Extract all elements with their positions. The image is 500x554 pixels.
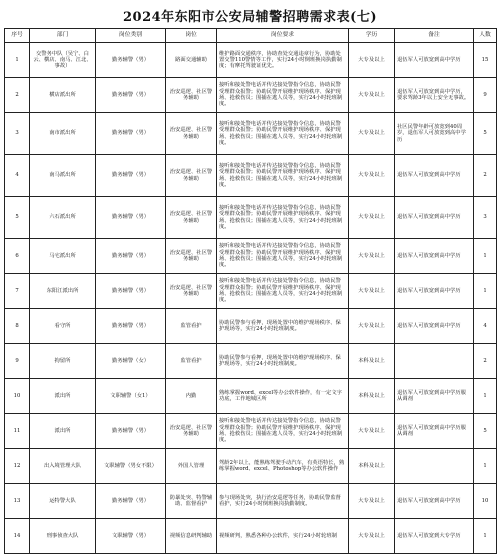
table-cell-req: 接听和接处警电话并传达接处警指令信息，协助民警受理群众报警；协助民警开展维护现场秩序、保护现场、抢救伤员；围捕在逃人员等，实行24小时轮班制度。 [217,274,349,309]
table-cell-dept: 六石派出所 [30,197,96,239]
table-row [5,449,497,484]
table-cell-count: 1 [474,379,497,414]
table-cell-note: 退伍军人可放宽到高中学历 [395,484,474,519]
table-cell-post: 防暴处突、特警辅助、监督看护 [166,484,217,519]
column-header: 学历 [349,29,395,43]
table-cell-dept: 马宅派出所 [30,239,96,274]
recruitment-table [4,28,497,554]
table-cell-note: 退伍军人可放宽到高中学历 [395,309,474,344]
table-header-row [5,29,497,43]
table-cell-edu: 大专及以上 [349,43,395,78]
table-cell-count: 4 [474,309,497,344]
table-cell-req: 协助民警参与看押，现场处置中的维护现场秩序、保护现场等，实行24小时轮班制度。 [217,344,349,379]
table-cell-dept: 南市派出所 [30,113,96,155]
table-cell-dept: 交警务中队（吴宁、白云、横店、南马、江北、事故） [30,43,96,78]
table-cell-post: 治安巡逻、社区警务辅助 [166,155,217,197]
table-cell-req: 协助民警参与看押，现场处置中的维护现场秩序、保护现场等，实行24小时轮班制度。 [217,309,349,344]
table-cell-no: 6 [5,239,30,274]
table-cell-post: 治安巡逻、社区警务辅助 [166,414,217,449]
table-cell-edu: 大专及以上 [349,78,395,113]
table-cell-req: 接听和接处警电话并传达接处警指令信息，协助民警受理群众报警；协助民警开展维护现场秩序、保护现场、抢救伤员；围捕在逃人员等，实行24小时轮班制度。 [217,155,349,197]
table-row [5,309,497,344]
table-cell-edu: 大专及以上 [349,484,395,519]
table-cell-category: 勤务辅警（男） [96,309,166,344]
table-cell-count: 1 [474,239,497,274]
column-header: 人数 [474,29,497,43]
table-body [5,43,497,554]
table-row [5,484,497,519]
table-cell-edu: 大专及以上 [349,414,395,449]
table-cell-count: 2 [474,344,497,379]
table-cell-note: 退伍军人可放宽到大专学历 [395,519,474,554]
table-row [5,414,497,449]
table-row [5,379,497,414]
table-cell-category: 勤务辅警（男） [96,155,166,197]
table-cell-no: 4 [5,155,30,197]
table-cell-no: 5 [5,197,30,239]
table-cell-edu: 大专及以上 [349,519,395,554]
table-cell-req: 接听和接处警电话并传达接处警指令信息，协助民警受理群众报警；协助民警开展维护现场秩序、保护现场、抢救伤员；围捕在逃人员等，实行24小时轮班制度。 [217,197,349,239]
table-cell-dept: 派出所 [30,414,96,449]
column-header: 岗位类别 [96,29,166,43]
table-cell-edu: 大专及以上 [349,309,395,344]
table-cell-post: 监管看护 [166,344,217,379]
table-cell-category: 勤务辅警（男） [96,113,166,155]
table-cell-note [395,344,474,379]
table-cell-dept: 刑事侦查大队 [30,519,96,554]
table-cell-count: 1 [474,449,497,484]
table-cell-dept: 横店派出所 [30,78,96,113]
column-header: 岗位要求 [217,29,349,43]
table-cell-no: 10 [5,379,30,414]
table-cell-count: 10 [474,484,497,519]
table-cell-no: 12 [5,449,30,484]
table-cell-post: 路面交通辅助 [166,43,217,78]
table-cell-note: 退伍军人可放宽到高中学历 [395,197,474,239]
table-cell-post: 视频信息研判辅助 [166,519,217,554]
table-cell-category: 勤务辅警（男） [96,239,166,274]
table-cell-note: 退伍军人可放宽到高中学历 [395,43,474,78]
table-cell-count: 15 [474,43,497,78]
table-cell-count: 1 [474,274,497,309]
table-cell-no: 1 [5,43,30,78]
table-cell-note: 退伍军人可放宽到高中学历服从调剂 [395,414,474,449]
table-row [5,239,497,274]
table-cell-note: 退伍军人可放宽到高中学历服从调剂 [395,379,474,414]
table-cell-count: 5 [474,414,497,449]
table-cell-req: 维护路面交通秩序，协助查处交通违章行为，协助处置交警110警情等工作，实行24小时倒班换岗执勤制度；有摩托驾驶证优先。 [217,43,349,78]
table-cell-edu: 本科及以上 [349,344,395,379]
table-cell-note: 社区民警年龄可放宽到40周岁，退伍军人可放宽到高中学历 [395,113,474,155]
table-row [5,155,497,197]
table-cell-req: 熟练掌握word、excel等办公软件操作，有一定文字功底，工作地城区所 [217,379,349,414]
table-cell-no: 2 [5,78,30,113]
table-cell-dept: 南马派出所 [30,155,96,197]
table-cell-note: 退伍军人可放宽到高中学历 [395,274,474,309]
table-cell-count: 5 [474,113,497,155]
table-cell-no: 8 [5,309,30,344]
table-cell-category: 勤务辅警（男） [96,78,166,113]
table-cell-dept: 看守所 [30,309,96,344]
table-cell-category: 勤务辅警（男） [96,414,166,449]
table-cell-note: 退伍军人可放宽到高中学历，要求驾龄3年以上安全无事故。 [395,78,474,113]
table-cell-no: 13 [5,484,30,519]
table-row [5,344,497,379]
table-cell-req: 参与现场处突，执行治安巡逻等任务，协助民警监督看护，实行24小时倒班换岗执勤制度。 [217,484,349,519]
table-cell-post: 治安巡逻、社区警务辅助 [166,239,217,274]
table-cell-category: 文职辅警（男女不限） [96,449,166,484]
table-cell-count: 2 [474,155,497,197]
table-cell-post: 外国人管理 [166,449,217,484]
page-title: 2024年东阳市公安局辅警招聘需求表(七) [123,10,377,25]
table-cell-category: 文职辅警（女1） [96,379,166,414]
table-cell-req: 接听和接处警电话并传达接处警指令信息，协助民警受理群众报警；协助民警开展维护现场秩序、保护现场、抢救伤员；围捕在逃人员等，实行24小时轮班制度。 [217,78,349,113]
table-cell-post: 内勤 [166,379,217,414]
table-cell-req: 接听和接处警电话并传达接处警指令信息，协助民警受理群众报警；协助民警开展维护现场秩序、保护现场、抢救伤员；围捕在逃人员等，实行24小时轮班制度。 [217,414,349,449]
table-cell-req: 接听和接处警电话并传达接处警指令信息，协助民警受理群众报警；协助民警开展维护现场秩序、保护现场、抢救伤员；围捕在逃人员等，实行24小时轮班制度。 [217,113,349,155]
table-cell-edu: 本科及以上 [349,379,395,414]
table-cell-note: 退伍军人可放宽到高中学历 [395,239,474,274]
table-cell-category: 勤务辅警（男） [96,197,166,239]
table-cell-category: 勤务辅警（男） [96,484,166,519]
table-cell-count: 1 [474,519,497,554]
table-cell-no: 9 [5,344,30,379]
table-cell-no: 7 [5,274,30,309]
table-cell-req: 接听和接处警电话并传达接处警指令信息，协助民警受理群众报警；协助民警开展维护现场秩序、保护现场、抢救伤员；围捕在逃人员等，实行24小时轮班制度。 [217,239,349,274]
table-cell-count: 3 [474,197,497,239]
table-cell-category: 勤务辅警（男） [96,274,166,309]
table-cell-post: 监管看护 [166,309,217,344]
table-row [5,197,497,239]
table-cell-edu: 大专及以上 [349,274,395,309]
table-cell-edu: 大专及以上 [349,113,395,155]
table-cell-note [395,449,474,484]
column-header: 备注 [395,29,474,43]
table-cell-no: 11 [5,414,30,449]
table-cell-dept: 派出所 [30,379,96,414]
table-cell-dept: 东阳江派出所 [30,274,96,309]
table-cell-dept: 出入境管理大队 [30,449,96,484]
table-row [5,78,497,113]
table-cell-category: 勤务辅警（男） [96,43,166,78]
column-header: 序号 [5,29,30,43]
table-cell-no: 3 [5,113,30,155]
table-cell-no: 14 [5,519,30,554]
table-cell-count: 9 [474,78,497,113]
column-header: 部门 [30,29,96,43]
table-row [5,113,497,155]
table-cell-req: 视频研判，熟悉各种办公软件，实行24小时轮班制 [217,519,349,554]
table-cell-dept: 运特警大队 [30,484,96,519]
table-cell-edu: 大专及以上 [349,155,395,197]
table-row [5,519,497,554]
table-cell-category: 文职辅警（男） [96,519,166,554]
table-cell-req: 驾龄2年以上，能熟练驾驶手动汽车，有英语特长，熟练掌握word、excel、Photoshop等办公软件操作 [217,449,349,484]
table-cell-category: 勤务辅警（女） [96,344,166,379]
table-cell-dept: 拘留所 [30,344,96,379]
table-cell-post: 治安巡逻、社区警务辅助 [166,78,217,113]
table-cell-edu: 大专及以上 [349,197,395,239]
table-cell-note: 退伍军人可放宽到高中学历 [395,155,474,197]
table-cell-post: 治安巡逻、社区警务辅助 [166,274,217,309]
column-header: 岗位 [166,29,217,43]
table-row [5,43,497,78]
table-cell-post: 治安巡逻、社区警务辅助 [166,113,217,155]
table-cell-post: 治安巡逻、社区警务辅助 [166,197,217,239]
table-cell-edu: 本科及以上 [349,449,395,484]
table-cell-edu: 大专及以上 [349,239,395,274]
table-row [5,274,497,309]
